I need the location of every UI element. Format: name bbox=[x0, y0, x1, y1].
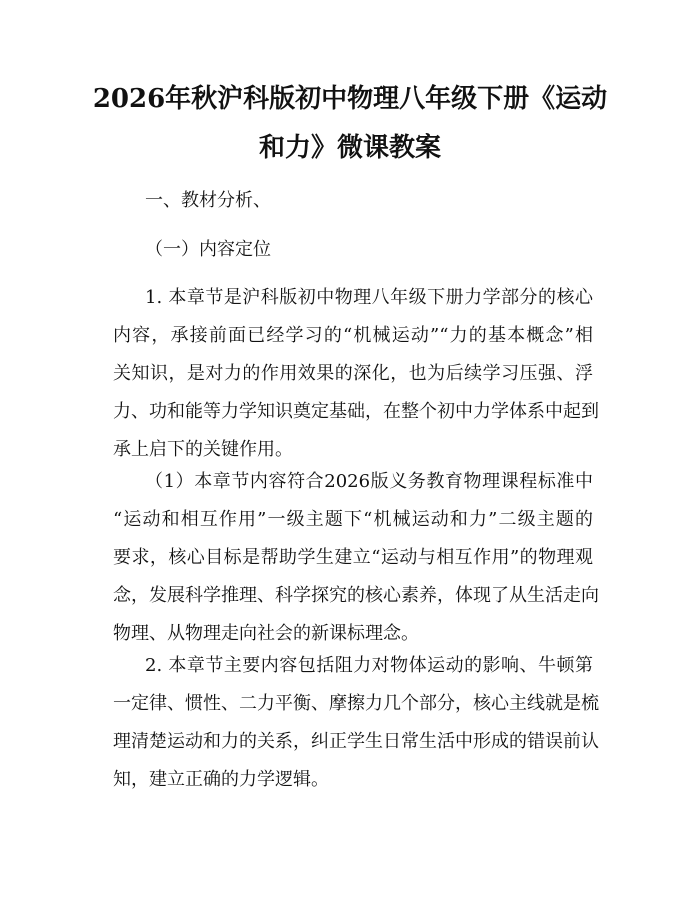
paragraph-line: 理清楚运动和力的关系，纠正学生日常生活中形成的错误前认 bbox=[113, 731, 599, 752]
paragraph-2 bbox=[113, 463, 599, 653]
subsection-heading: （一）内容定位 bbox=[145, 239, 271, 260]
paragraph-line: 1. 本章节是沪科版初中物理八年级下册力学部分的核心 bbox=[145, 287, 593, 308]
paragraph-line: 物理、从物理走向社会的新课标理念。 bbox=[113, 623, 419, 644]
paragraph-line: 关知识，是对力的作用效果的深化，也为后续学习压强、浮 bbox=[113, 363, 593, 384]
paragraph-line: 力、功和能等力学知识奠定基础，在整个初中力学体系中起到 bbox=[113, 401, 599, 422]
section-heading: 一、教材分析、 bbox=[145, 190, 271, 211]
document-title-line-1: 2026年秋沪科版初中物理八年级下册《运动 bbox=[92, 84, 608, 114]
document-title-line-2: 和力》微课教案 bbox=[258, 133, 441, 163]
paragraph-line: 内容，承接前面已经学习的“机械运动”“力的基本概念”相 bbox=[113, 325, 593, 346]
paragraph-3 bbox=[113, 647, 599, 799]
paragraph-1 bbox=[113, 279, 599, 469]
paragraph-line: 2. 本章节主要内容包括阻力对物体运动的影响、牛顿第 bbox=[145, 655, 593, 676]
paragraph-line: （1）本章节内容符合2026版义务教育物理课程标准中 bbox=[145, 471, 593, 492]
paragraph-line: 一定律、惯性、二力平衡、摩擦力几个部分，核心主线就是梳 bbox=[113, 693, 599, 714]
paragraph-line: 承上启下的关键作用。 bbox=[113, 439, 293, 460]
paragraph-line: 知，建立正确的力学逻辑。 bbox=[113, 769, 329, 790]
paragraph-line: 要求，核心目标是帮助学生建立“运动与相互作用”的物理观 bbox=[113, 547, 593, 568]
paragraph-line: 念，发展科学推理、科学探究的核心素养，体现了从生活走向 bbox=[113, 585, 599, 606]
paragraph-line: “运动和相互作用”一级主题下“机械运动和力”二级主题的 bbox=[113, 509, 593, 530]
